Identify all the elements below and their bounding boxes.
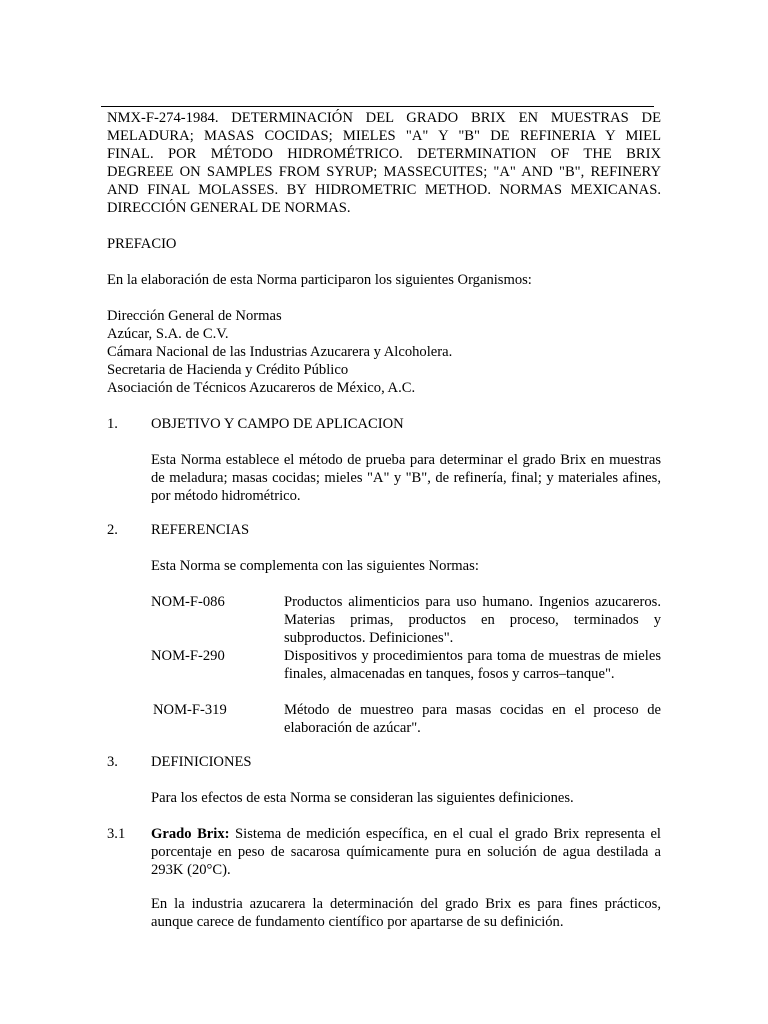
reference-description: Método de muestreo para masas cocidas en el proceso de elaboración de azúcar". bbox=[284, 702, 661, 736]
prefacio-intro: En la elaboración de esta Norma participaron los siguientes Organismos: bbox=[107, 272, 532, 288]
section-paragraph: Esta Norma se complementa con las siguientes Normas: bbox=[151, 558, 479, 574]
section-number: 3. bbox=[107, 754, 118, 770]
definition-text: Sistema de medición específica, en el cual el grado Brix representa el porcentaje en peso de sacarosa químicamente pura en solución de agua destilada a 293K (20°C). bbox=[151, 826, 661, 878]
list-item: Azúcar, S.A. de C.V. bbox=[107, 326, 229, 342]
reference-description: Productos alimenticios para uso humano. Ingenios azucareros. Materias primas, productos en proceso, terminados y subproductos. Definiciones". bbox=[284, 594, 661, 646]
section-heading: DEFINICIONES bbox=[151, 754, 252, 770]
list-item: Asociación de Técnicos Azucareros de México, A.C. bbox=[107, 380, 416, 396]
title-line: DEGREEE ON SAMPLES FROM SYRUP; MASSECUITES; "A" AND "B", REFINERY bbox=[107, 164, 661, 180]
title-line: DIRECCIÓN GENERAL DE NORMAS. bbox=[107, 200, 351, 216]
reference-code: NOM-F-086 bbox=[151, 594, 225, 610]
document-title bbox=[107, 109, 661, 217]
section-paragraph: Esta Norma establece el método de prueba para determinar el grado Brix en muestras de meladura; masas cocidas; mieles "A" y "B", de refinería, final; y materiales afines, por método hidrométrico. bbox=[151, 452, 661, 504]
reference-code: NOM-F-290 bbox=[151, 648, 225, 664]
section-paragraph: Para los efectos de esta Norma se consideran las siguientes definiciones. bbox=[151, 790, 574, 806]
section-number: 3.1 bbox=[107, 826, 126, 842]
organismos-list bbox=[107, 307, 452, 397]
reference-code: NOM-F-319 bbox=[153, 702, 227, 718]
list-item: Cámara Nacional de las Industrias Azucarera y Alcoholera. bbox=[107, 344, 453, 360]
title-line: FINAL. POR MÉTODO HIDROMÉTRICO. DETERMINATION OF THE BRIX bbox=[107, 146, 661, 162]
title-line: NMX-F-274-1984. DETERMINACIÓN DEL GRADO BRIX EN MUESTRAS DE bbox=[107, 110, 661, 126]
list-item: Dirección General de Normas bbox=[107, 308, 282, 324]
reference-description: Dispositivos y procedimientos para toma de muestras de mieles finales, almacenadas en tanques, fosos y carros–tanque". bbox=[284, 648, 661, 682]
section-number: 2. bbox=[107, 522, 118, 538]
section-heading: OBJETIVO Y CAMPO DE APLICACION bbox=[151, 416, 404, 432]
title-line: MELADURA; MASAS COCIDAS; MIELES "A" Y "B" DE REFINERIA Y MIEL bbox=[107, 128, 661, 144]
section-heading: REFERENCIAS bbox=[151, 522, 250, 538]
list-item: Secretaria de Hacienda y Crédito Público bbox=[107, 362, 349, 378]
section-paragraph: En la industria azucarera la determinación del grado Brix es para fines prácticos, aunque carece de fundamento científico por apartarse de su definición. bbox=[151, 896, 661, 930]
title-line: AND FINAL MOLASSES. BY HIDROMETRIC METHOD. NORMAS MEXICANAS. bbox=[107, 182, 661, 198]
header-rule bbox=[101, 106, 654, 107]
section-number: 1. bbox=[107, 416, 118, 432]
definition-paragraph bbox=[151, 825, 661, 879]
definition-term: Grado Brix: bbox=[151, 826, 230, 842]
prefacio-heading: PREFACIO bbox=[107, 236, 177, 252]
